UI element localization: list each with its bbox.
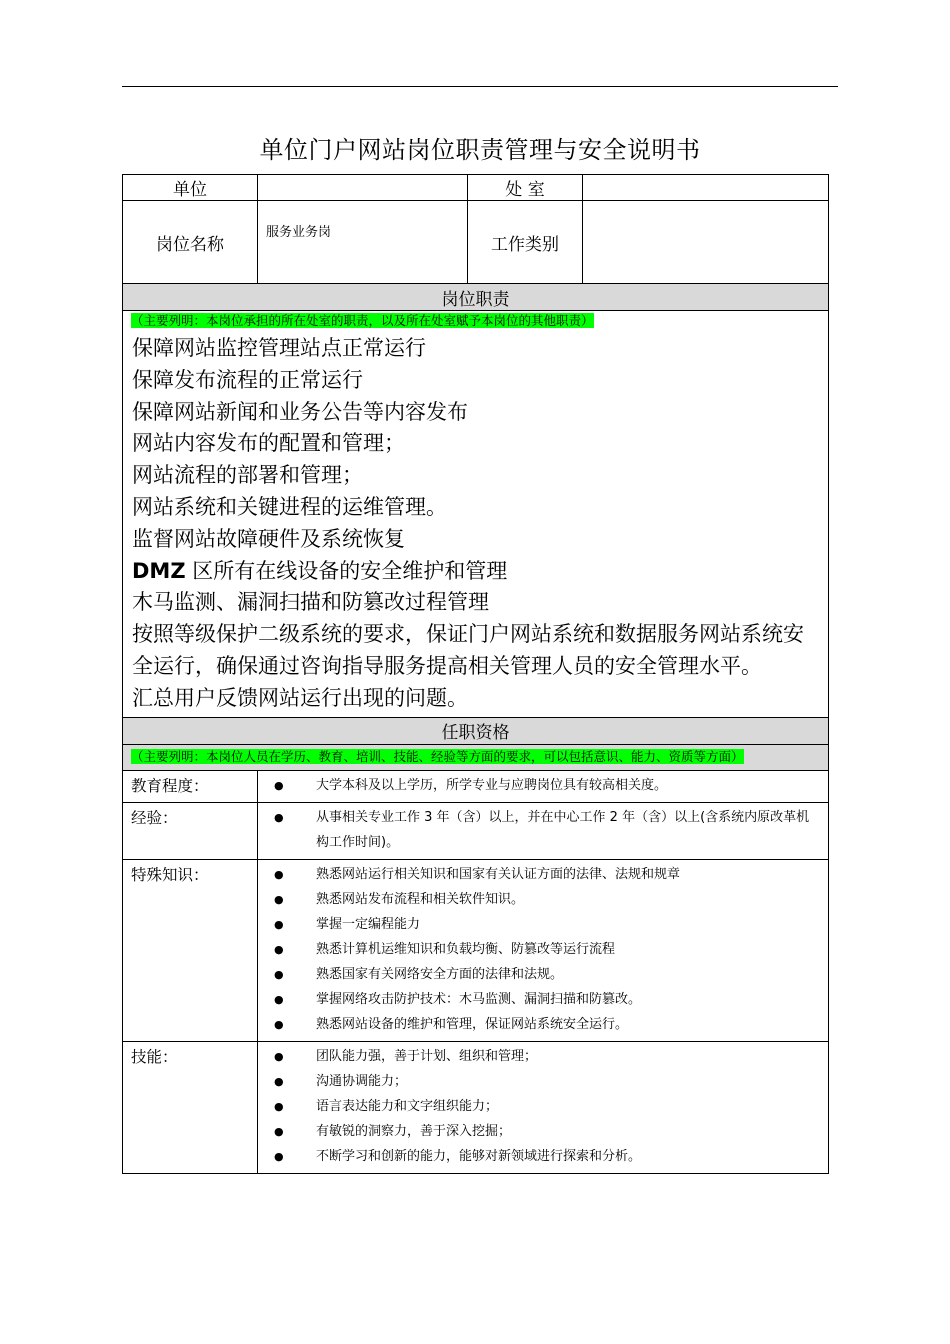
education-label: 教育程度： <box>123 770 258 802</box>
duty-item: 网站流程的部署和管理； <box>132 463 363 488</box>
list-item: ● 团队能力强，善于计划、组织和管理； <box>266 1044 820 1069</box>
duty-item: 保障网站新闻和业务公告等内容发布 <box>132 399 468 424</box>
bullet-icon: ● <box>274 1124 284 1138</box>
bullet-icon: ● <box>274 1049 284 1063</box>
duty-item: 网站内容发布的配置和管理； <box>132 431 405 456</box>
list-item: ● 不断学习和创新的能力，能够对新领域进行探索和分析。 <box>266 1144 820 1169</box>
work-type-value <box>583 201 829 284</box>
experience-label: 经验： <box>123 802 258 859</box>
duty-item: 木马监测、漏洞扫描和防篡改过程管理 <box>132 590 489 615</box>
dmz-rest: 区所有在线设备的安全维护和管理 <box>192 558 508 583</box>
bullet-icon: ● <box>274 967 284 981</box>
bullet-icon: ● <box>274 1099 284 1113</box>
job-description-table <box>122 174 829 1174</box>
list-item: ● 熟悉网站发布流程和相关软件知识。 <box>266 887 820 912</box>
knowledge-label: 特殊知识： <box>123 859 258 1041</box>
education-items <box>258 770 829 802</box>
knowledge-row <box>123 859 829 1041</box>
bullet-icon: ● <box>274 1074 284 1088</box>
bullet-icon: ● <box>274 992 284 1006</box>
bullet-icon: ● <box>274 1017 284 1031</box>
skills-label: 技能： <box>123 1041 258 1173</box>
skills-items <box>258 1041 829 1173</box>
unit-value <box>258 175 468 201</box>
qualifications-section-title: 任职资格 <box>123 717 829 744</box>
duty-item-dmz <box>132 556 820 588</box>
education-row <box>123 770 829 802</box>
bullet-icon: ● <box>274 810 284 824</box>
unit-label: 单位 <box>123 175 258 201</box>
list-item: ● 语言表达能力和文字组织能力； <box>266 1094 820 1119</box>
list-item: ● 大学本科及以上学历，所学专业与应聘岗位具有较高相关度。 <box>266 773 820 798</box>
duties-section-title: 岗位职责 <box>123 284 829 311</box>
qualifications-note-row <box>123 744 829 770</box>
list-item: ● 沟通协调能力； <box>266 1069 820 1094</box>
list-item: ● 掌握一定编程能力 <box>266 912 820 937</box>
position-label: 岗位名称 <box>123 201 258 284</box>
unit-row <box>123 175 829 201</box>
dmz-prefix: DMZ <box>132 558 186 583</box>
list-item: ● 掌握网络攻击防护技术：木马监测、漏洞扫描和防篡改。 <box>266 987 820 1012</box>
bullet-icon: ● <box>274 1149 284 1163</box>
list-item: ● 熟悉国家有关网络安全方面的法律和法规。 <box>266 962 820 987</box>
list-item: ● 熟悉网站设备的维护和管理，保证网站系统安全运行。 <box>266 1012 820 1037</box>
duty-item: 保障发布流程的正常运行 <box>132 367 363 392</box>
bullet-icon: ● <box>274 942 284 956</box>
duties-note: （主要列明：本岗位承担的所在处室的职责，以及所在处室赋予本岗位的其他职责） <box>131 313 594 328</box>
duty-item: 网站系统和关键进程的运维管理。 <box>132 494 447 519</box>
bullet-icon: ● <box>274 867 284 881</box>
list-item: ● 熟悉计算机运维知识和负载均衡、防篡改等运行流程 <box>266 937 820 962</box>
experience-items <box>258 802 829 859</box>
dept-label: 处 室 <box>468 175 583 201</box>
duties-body <box>123 311 829 718</box>
work-type-label: 工作类别 <box>468 201 583 284</box>
position-value: 服务业务岗 <box>258 201 468 284</box>
header-rule <box>122 86 838 87</box>
position-row <box>123 201 829 284</box>
duty-item: 监督网站故障硬件及系统恢复 <box>132 526 405 551</box>
duties-header-row <box>123 284 829 311</box>
bullet-icon: ● <box>274 778 284 792</box>
list-item: ● 有敏锐的洞察力，善于深入挖掘； <box>266 1119 820 1144</box>
duty-item: 汇总用户反馈网站运行出现的问题。 <box>132 685 468 710</box>
duties-body-row <box>123 311 829 718</box>
duty-item: 按照等级保护二级系统的要求，保证门户网站系统和数据服务网站系统安全运行，确保通过咨询指导服务提高相关管理人员的安全管理水平。 <box>132 622 804 678</box>
duty-item: 保障网站监控管理站点正常运行 <box>132 336 426 360</box>
bullet-icon: ● <box>274 917 284 931</box>
qualifications-header-row <box>123 717 829 744</box>
list-item: ● 从事相关专业工作 3 年（含）以上，并在中心工作 2 年（含）以上(含系统内原改革机构工作时间)。 <box>266 805 820 855</box>
qualifications-note: （主要列明：本岗位人员在学历、教育、培训、技能、经验等方面的要求，可以包括意识、能力、资质等方面） <box>131 748 744 764</box>
skills-row <box>123 1041 829 1173</box>
experience-row <box>123 802 829 859</box>
bullet-icon: ● <box>274 892 284 906</box>
dept-value <box>583 175 829 201</box>
knowledge-items <box>258 859 829 1041</box>
list-item: ● 熟悉网站运行相关知识和国家有关认证方面的法律、法规和规章 <box>266 862 820 887</box>
duties-list <box>123 331 828 717</box>
document-title: 单位门户网站岗位职责管理与安全说明书 <box>259 136 701 164</box>
